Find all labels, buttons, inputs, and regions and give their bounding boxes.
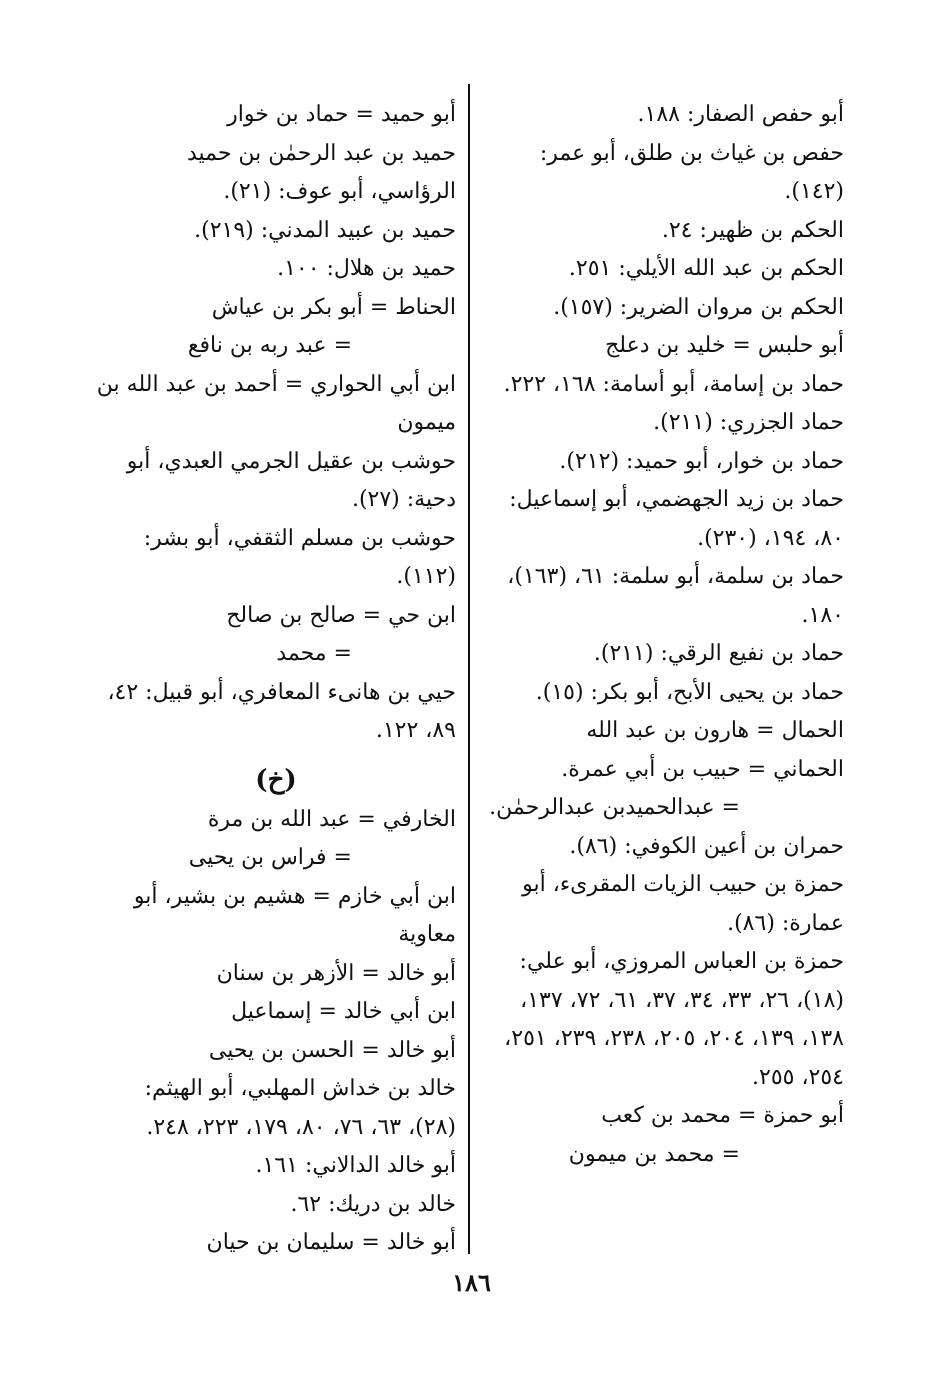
index-entry: حمزة بن العباس المروزي، أبو علي: (١٨)، ٢٦، ٣٣، ٣٤، ٣٧، ٦١، ٧٢، ١٣٧، ١٣٨، ١٣٩، ٢٠٤، ٢٠٥، ٢٣٨، ٢٣٩، ٢٥١، ٢٥٤، ٢٥٥. [504, 949, 844, 1090]
index-entry: حماد بن زيد الجهضمي، أبو إسماعيل: ٨٠، ١٩٤، (٢٣٠). [509, 487, 844, 551]
cross-reference-continued: = محمد [276, 641, 352, 666]
index-entry: خالد بن دريك: ٦٢. [290, 1191, 456, 1217]
left-column [96, 96, 456, 1263]
index-entry: حميد بن عبيد المدني: (٢١٩). [194, 217, 456, 243]
index-entry: حمران بن أعين الكوفي: (٨٦). [569, 833, 844, 859]
index-entry: حماد الجزري: (٢١١). [653, 410, 844, 435]
section-heading: (خ) [255, 764, 297, 795]
cross-reference: الحماني = حبيب بن أبي عمرة. [561, 756, 844, 782]
cross-reference: الحناط = أبو بكر بن عياش [211, 294, 456, 320]
index-entry: حوشب بن عقيل الجرمي العبدي، أبو دحية: (٢٧). [126, 448, 456, 512]
index-entry: أبو حفص الصفار: ١٨٨. [637, 102, 844, 127]
index-entry: الحكم بن ظهير: ٢٤. [661, 217, 844, 243]
index-entry: حميد بن هلال: ١٠٠. [277, 256, 456, 281]
cross-reference: أبو خالد = سليمان بن حيان [206, 1230, 456, 1255]
index-entry: حماد بن خوار، أبو حميد: (٢١٢). [559, 448, 844, 474]
cross-reference-continued: = محمد بن ميمون [568, 1141, 740, 1167]
cross-reference: أبو حمزة = محمد بن كعب [601, 1103, 844, 1128]
column-divider [468, 84, 470, 1254]
index-entry: حمزة بن حبيب الزيات المقرىء، أبو عمارة: (٨٦). [522, 872, 844, 936]
index-entry: خالد بن خداش المهلبي، أبو الهيثم: (٢٨)، ٦٣، ٧٦، ٨٠، ١٧٩، ٢٢٣، ٢٤٨. [144, 1076, 456, 1140]
right-column [488, 96, 844, 1174]
cross-reference: أبو خالد = الأزهر بن سنان [216, 960, 456, 986]
index-entry: أبو خالد الدالاني: ١٦١. [255, 1153, 456, 1178]
index-entry: حماد بن إسامة، أبو أسامة: ١٦٨، ٢٢٢. [503, 371, 844, 397]
index-entry: حميد بن عبد الرحمٰن بن حميد الرؤاسي، أبو عوف: (٢١). [186, 140, 456, 204]
page-number: ١٨٦ [452, 1268, 491, 1297]
index-entry: حفص بن غياث بن طلق، أبو عمر: (١٤٢). [539, 140, 844, 204]
cross-reference-continued: = عبدالحميدبن عبدالرحمٰن. [489, 795, 740, 820]
cross-reference: أبو حلبس = خليد بن دعلج [605, 333, 844, 358]
index-entry: الحكم بن مروان الضرير: (١٥٧). [553, 294, 844, 320]
index-entry: حماد بن سلمة، أبو سلمة: ٦١، (١٦٣)، ١٨٠. [507, 564, 844, 628]
cross-reference: ابن أبي الحواري = أحمد بن عبد الله بن ميمون [96, 371, 456, 435]
index-entry: حماد بن يحيى الأبح، أبو بكر: (١٥). [535, 679, 844, 705]
cross-reference-continued: = فراس بن يحيى [188, 845, 352, 870]
index-entry: الحكم بن عبد الله الأيلي: ٢٥١. [568, 256, 844, 281]
cross-reference: الخارفي = عبد الله بن مرة [207, 806, 456, 832]
cross-reference-continued: = عبد ربه بن نافع [187, 333, 352, 358]
index-entry: حماد بن نفيع الرقي: (٢١١). [593, 641, 844, 666]
cross-reference: الحمال = هارون بن عبد الله [586, 718, 844, 743]
cross-reference: ابن أبي خالد = إسماعيل [231, 999, 456, 1024]
cross-reference: أبو حميد = حماد بن خوار [227, 102, 456, 127]
cross-reference: أبو خالد = الحسن بن يحيى [208, 1037, 456, 1063]
cross-reference: ابن أبي خازم = هشيم بن بشير، أبو معاوية [133, 883, 456, 947]
index-entry: حوشب بن مسلم الثقفي، أبو بشر: (١١٢). [143, 525, 456, 589]
cross-reference: ابن حي = صالح بن صالح [226, 602, 456, 628]
index-entry: حيي بن هانىء المعافري، أبو قبيل: ٤٢، ٨٩، ١٢٢. [107, 679, 456, 743]
